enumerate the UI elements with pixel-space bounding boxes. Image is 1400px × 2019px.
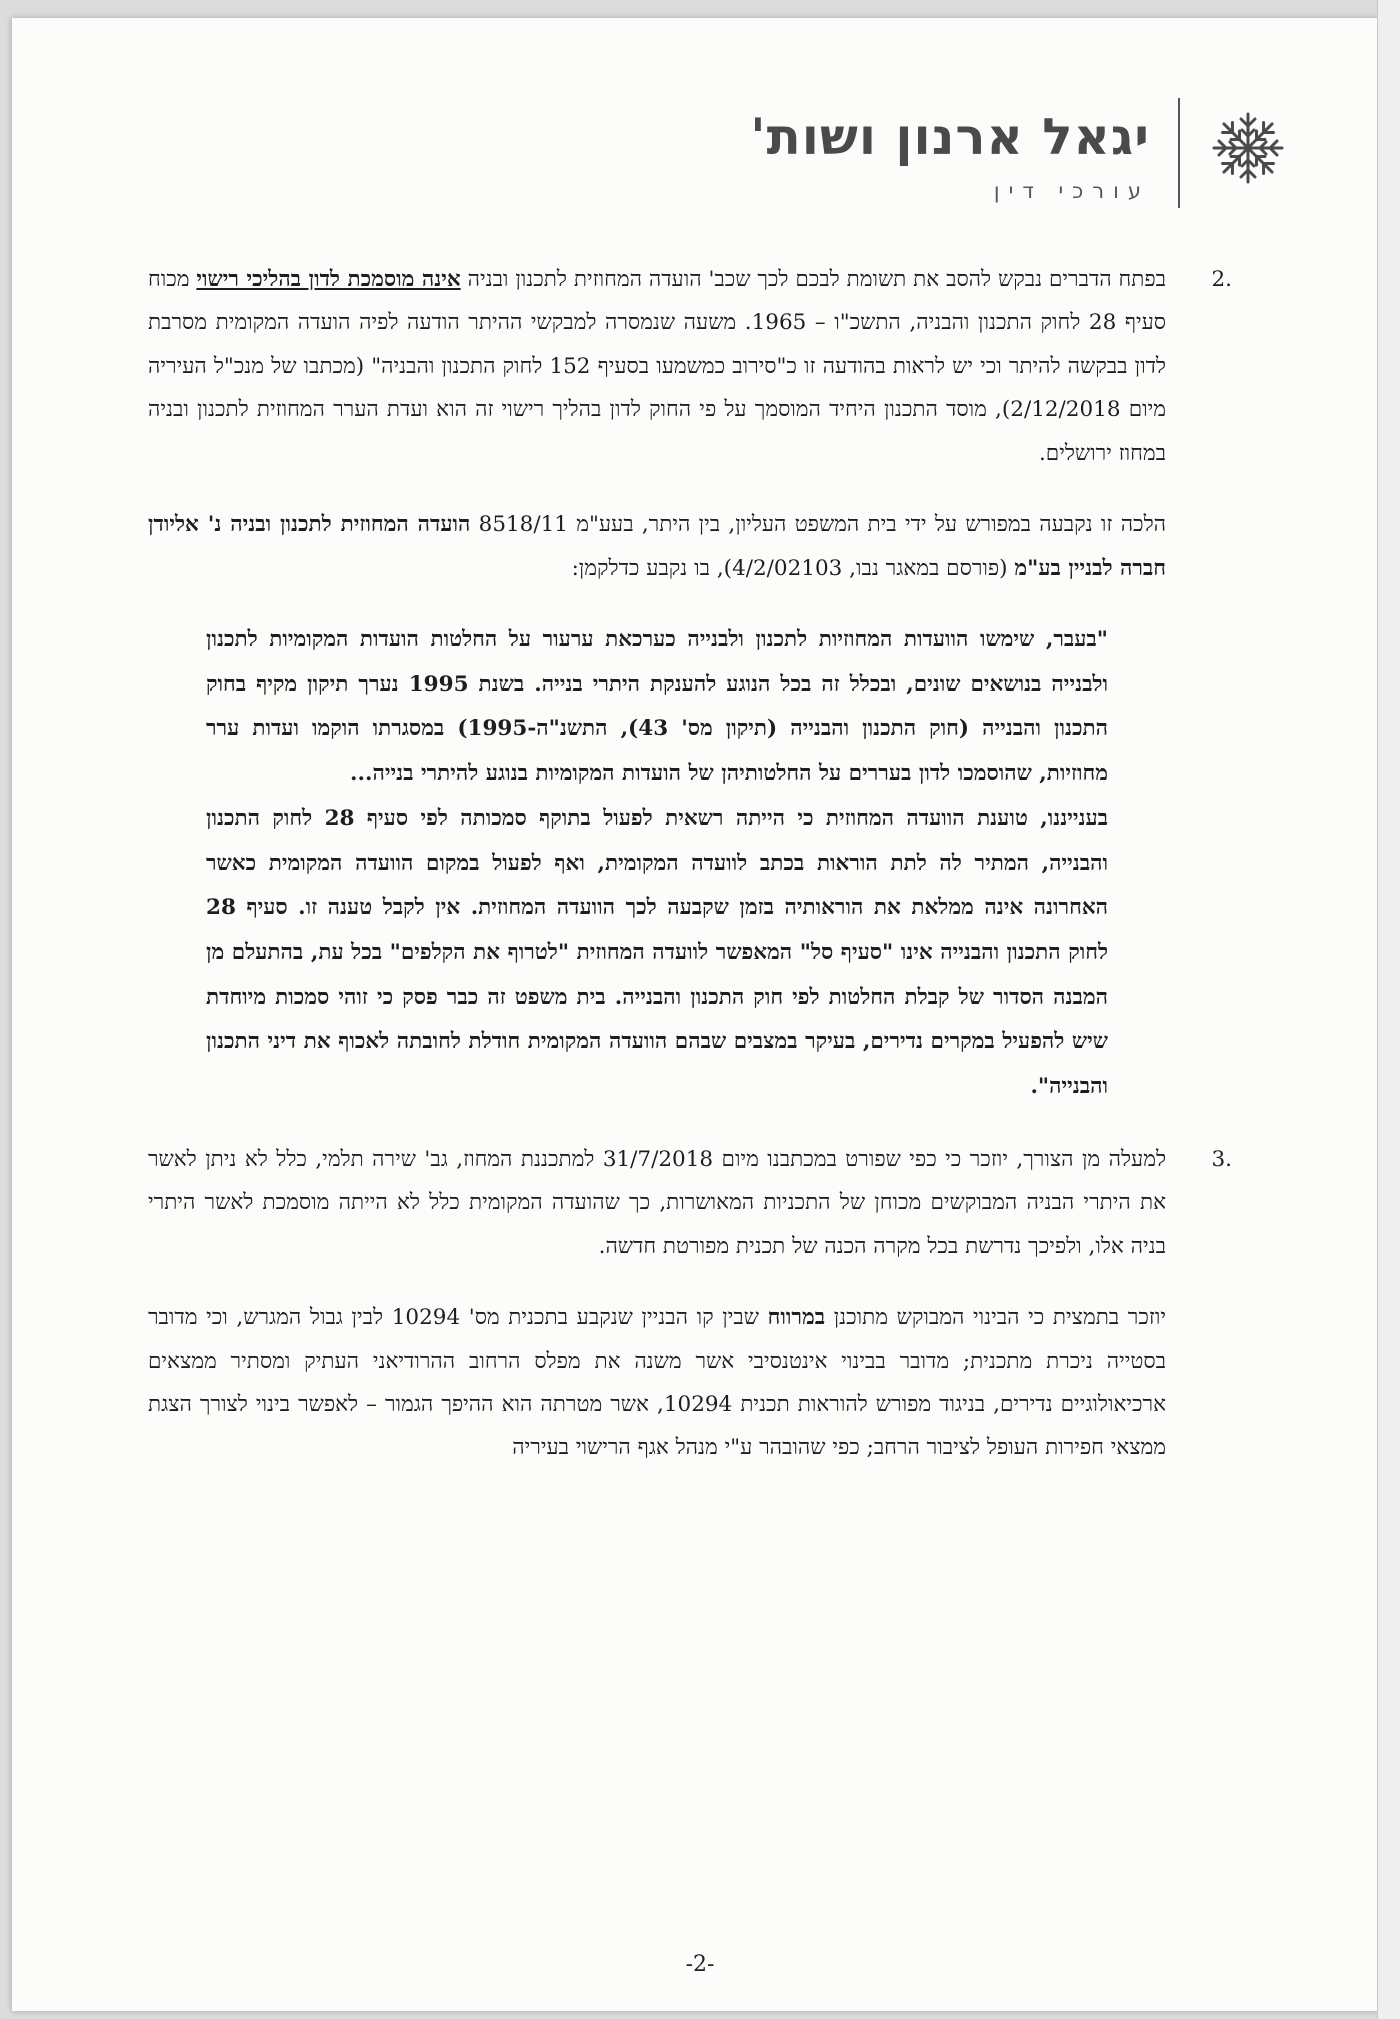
document-body — [148, 258, 1232, 1498]
firm-name: יגאל ארנון ושות' — [750, 108, 1150, 166]
quote-paragraph: בענייננו, טוענת הוועדה המחוזית כי הייתה רשאית לפעול בתוקף סמכותה לפי סעיף 28 לחוק התכנון והבנייה, המתיר לה לתת הוראות בכתב לוועדה המקומית, ואף לפעול במקום הוועדה המקומית כאשר האחרונה אינה ממלאת את הוראותיה בזמן שקבעה לכך הוועדה המחוזית. אין לקבל טענה זו. סעיף 28 לחוק התכנון והבנייה אינו "סעיף סל" המאפשר לוועדה המחוזית "לטרוף את הקלפים" בכל עת, בהתעלם מן המבנה הסדור של קבלת החלטות לפי חוק התכנון והבנייה. בית משפט זה כבר פסק כי זוהי סמכות מיוחדת שיש להפעיל במקרים נדירים, בעיקר במצבים שבהם הוועדה המקומית חודלת לחובתה לאכוף את דיני התכנון והבנייה". — [206, 805, 1108, 1100]
section-number: 3. — [1211, 1146, 1232, 1172]
case-name: הועדה המחוזית לתכנון ובניה נ' אליודן חברה לבניין בע"מ — [148, 512, 1166, 581]
section-3-paragraph-1 — [148, 1138, 1232, 1268]
snowflake-logo-icon — [1208, 108, 1288, 188]
emphasis-text: אינה מוסמכת לדון בהליכי רישוי — [196, 267, 461, 292]
letterhead — [728, 80, 1288, 220]
quote-paragraph: "בעבר, שימשו הוועדות המחוזיות לתכנון ולבנייה כערכאת ערעור על החלטות הועדות המקומיות לתכנון ולבנייה בנושאים שונים, ובכלל זה בכל הנוגע להענקת היתרי בנייה. בשנת 1995 נערך תיקון מקיף בחוק התכנון והבנייה (חוק התכנון והבנייה (תיקון מס' 43), התשנ"ה-1995) במסגרתו הוקמו ועדות ערר מחוזיות, שהוסמכו לדון בעררים על החלטותיהן של הועדות המקומיות בנוגע להיתרי בנייה... — [206, 626, 1108, 787]
section-2-paragraph-1 — [148, 258, 1232, 475]
text-run: בפתח הדברים נבקש להסב את תשומת לבכם לכך שכב' הועדה המחוזית לתכנון ובניה — [460, 267, 1166, 292]
text-run: למעלה מן הצורך, יוזכר כי כפי שפורט במכתבנו מיום 31/7/2018 למתכננת המחוז, גב' שירה תלמי, כלל לא ניתן לאשר את היתרי הבניה המבוקשים מכוחן של התכניות המאושרות, כך שהועדה המקומית כלל לא הייתה מוסמכת לאשר היתרי בניה אלו, ולפיכך נדרשת בכל מקרה הכנה של תכנית מפורטת חדשה. — [148, 1146, 1167, 1259]
block-quote — [206, 618, 1108, 1110]
firm-subtitle: עורכי דין — [993, 179, 1150, 203]
text-run: מכוח סעיף 28 לחוק התכנון והבניה, התשכ"ו – 1965. משעה שנמסרה למבקשי ההיתר הודעה לפיה הועדה המקומית מסרבת לדון בבקשה להיתר וכי יש לראות בהודעה זו כ"סירוב כמשמעו בסעיף 152 לחוק התכנון והבניה" (מכתבו של מנכ"ל העיריה מיום 2/12/2018), מוסד התכנון היחיד המוסמך על פי החוק לדון בהליך רישוי זה הוא ועדת הערר המחוזית לתכנון ובניה במחוז ירושלים. — [148, 267, 1166, 466]
document-page — [12, 18, 1388, 2011]
text-run: יוזכר בתמצית כי הבינוי המבוקש מתוכנן — [825, 1305, 1167, 1331]
letterhead-divider — [1178, 98, 1180, 208]
text-run: שבין קו הבניין שנקבע בתכנית מס' 10294 לבין גבול המגרש, וכי מדובר בסטייה ניכרת מתכנית; מדובר בבינוי אינטנסיבי אשר משנה את מפלס הרחוב ההרודיאני העתיק ומסתיר ממצאים ארכיאולוגיים נדירים, בניגוד מפורש להוראות תכנית 10294, אשר מטרתה הוא ההיפך הגמור – לאפשר בינוי לצורך הצגת ממצאי חפירות העופל לציבור הרחב; כפי שהובהר ע"י מנהל אגף הרישוי בעיריה — [148, 1305, 1166, 1461]
page-number: -2- — [685, 1952, 715, 1977]
text-run: (פורסם במאגר נבו, 4/2/02103), בו נקבע כדלקמן: — [571, 555, 1015, 581]
section-number: 2. — [1211, 267, 1232, 292]
section-3-paragraph-2 — [148, 1296, 1166, 1470]
text-run: הלכה זו נקבעה במפורש על ידי בית המשפט העליון, בין היתר, בעע"מ 8518/11 — [470, 512, 1166, 538]
scroll-edge — [1377, 0, 1400, 2019]
section-2-paragraph-2 — [148, 503, 1166, 590]
emphasis-text: במרווח — [767, 1305, 826, 1331]
